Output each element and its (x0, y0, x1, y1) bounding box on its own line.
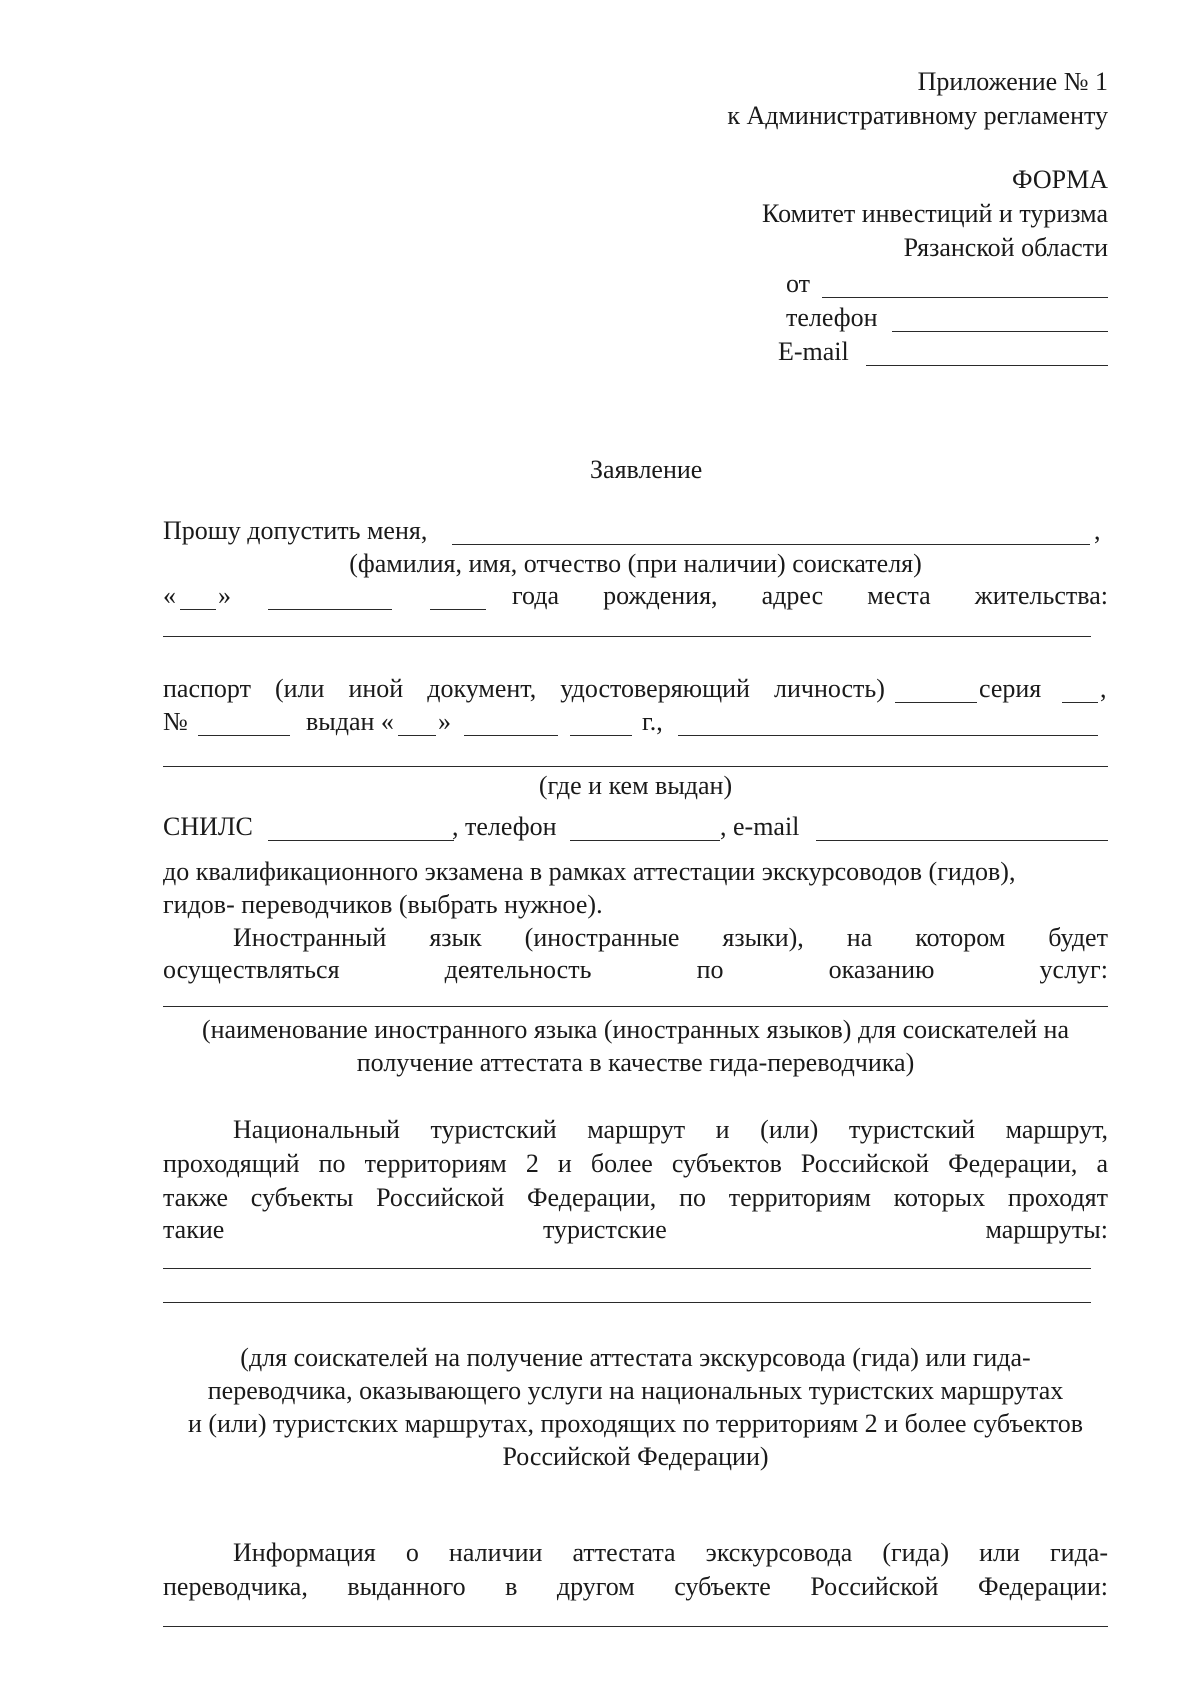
phone-field[interactable] (892, 331, 1108, 332)
issued-month-field[interactable] (464, 735, 558, 736)
word: удостоверяющий (560, 674, 750, 703)
issued-label: выдан « (306, 707, 394, 736)
language-field[interactable] (163, 1006, 1108, 1007)
word: осуществляться (163, 955, 340, 984)
word: года (512, 581, 560, 610)
route-line-4 (163, 1214, 1108, 1246)
issued-year-field[interactable] (570, 735, 632, 736)
passport-type-field[interactable] (895, 702, 977, 703)
word: выданного (347, 1572, 466, 1601)
route-caption-2: переводчика, оказывающего услуги на национальных туристских маршрутах (207, 1376, 1064, 1405)
issued-by-field-2[interactable] (163, 766, 1108, 767)
snils-label: СНИЛС (163, 812, 253, 841)
fio-field[interactable] (452, 544, 1090, 545)
region-label: Рязанской области (903, 233, 1108, 262)
route-caption-1: (для соискателей на получение аттестата экскурсовода (гида) или гида- (240, 1343, 1031, 1372)
birth-day-field[interactable] (180, 609, 216, 610)
appendix-label: Приложение № 1 (917, 67, 1108, 96)
word: Российской (810, 1572, 939, 1601)
word: Иностранный (233, 923, 387, 952)
route-line-2: проходящий по территориям 2 и более субъектов Российской Федерации, а (163, 1149, 1108, 1178)
route-line-1: Национальный туристский маршрут и (или) туристский маршрут, (233, 1115, 1108, 1144)
snils-field[interactable] (268, 840, 454, 841)
word: паспорт (163, 674, 251, 703)
word: язык (429, 923, 482, 952)
word: такие (163, 1215, 225, 1244)
exam-line-2: гидов- переводчиков (выбрать нужное). (163, 890, 603, 919)
from-field[interactable] (822, 297, 1108, 298)
birth-year-field[interactable] (430, 609, 486, 610)
passport-number-field[interactable] (198, 735, 290, 736)
year-suffix: г., (642, 707, 663, 736)
route-field-1[interactable] (163, 1268, 1091, 1269)
request-prefix: Прошу допустить меня, (163, 516, 428, 545)
number-sign: № (163, 707, 188, 736)
word: услуг: (1039, 955, 1108, 984)
word: деятельность (444, 955, 592, 984)
series-comma: , (1100, 674, 1107, 703)
passport-text (163, 673, 885, 705)
lang-line-1 (233, 922, 1108, 954)
word: Федерации: (977, 1572, 1108, 1601)
info-line-1: Информация о наличии аттестата экскурсовода (гида) или гида- (233, 1538, 1108, 1567)
email-field[interactable] (866, 365, 1108, 366)
word: на (846, 923, 873, 952)
info-line-2 (163, 1571, 1108, 1603)
word: субъекте (674, 1572, 771, 1601)
word: туристские (542, 1215, 667, 1244)
word: рождения, (603, 581, 718, 610)
snils-email-field[interactable] (816, 840, 1108, 841)
word: оказанию (828, 955, 935, 984)
word: будет (1048, 923, 1108, 952)
snils-phone-field[interactable] (570, 840, 720, 841)
request-comma: , (1094, 516, 1101, 545)
birth-day-close: » (218, 581, 231, 610)
exam-line-1: до квалификационного экзамена в рамках аттестации экскурсоводов (гидов), (163, 857, 1016, 886)
word: маршруты: (985, 1215, 1108, 1244)
email-label: E-mail (778, 337, 849, 366)
word: (иностранные (524, 923, 680, 952)
route-line-3: также субъекты Российской Федерации, по территориям которых проходят (163, 1183, 1108, 1212)
phone-label: телефон (786, 303, 878, 332)
series-field[interactable] (1062, 702, 1098, 703)
regulation-label: к Административному регламенту (727, 101, 1108, 130)
birth-day-open: « (163, 581, 176, 610)
certificate-info-field[interactable] (163, 1626, 1108, 1627)
birth-address-text (512, 580, 1108, 612)
word: личность) (773, 674, 885, 703)
issued-by-field[interactable] (678, 735, 1098, 736)
lang-line-2 (163, 954, 1108, 986)
route-caption-3: и (или) туристских маршрутах, проходящих по территориям 2 и более субъектов (187, 1409, 1084, 1438)
word: адрес (761, 581, 824, 610)
lang-caption-1: (наименование иностранного языка (иностранных языков) для соискателей на (201, 1015, 1069, 1044)
route-caption-4: Российской Федерации) (502, 1442, 769, 1471)
word: места (867, 581, 931, 610)
series-label: серия (979, 674, 1042, 703)
word: языки), (722, 923, 804, 952)
word: иной (348, 674, 404, 703)
word: документ, (427, 674, 537, 703)
word: котором (915, 923, 1006, 952)
word: другом (556, 1572, 635, 1601)
issued-caption: (где и кем выдан) (538, 771, 733, 800)
issued-day-field[interactable] (398, 735, 436, 736)
issued-close: » (438, 707, 451, 736)
lang-caption-2: получение аттестата в качестве гида-переводчика) (356, 1048, 915, 1077)
from-label: от (786, 269, 811, 298)
word: в (505, 1572, 518, 1601)
word: (или (274, 674, 325, 703)
word: жительства: (974, 581, 1108, 610)
snils-phone-label: , телефон (452, 812, 557, 841)
word: по (696, 955, 724, 984)
address-field[interactable] (163, 636, 1091, 637)
form-label: ФОРМА (1012, 165, 1108, 194)
birth-month-field[interactable] (268, 609, 392, 610)
document-title: Заявление (590, 455, 703, 484)
fio-caption: (фамилия, имя, отчество (при наличии) соискателя) (349, 549, 922, 578)
route-field-2[interactable] (163, 1302, 1091, 1303)
committee-label: Комитет инвестиций и туризма (762, 199, 1108, 228)
snils-email-label: , e-mail (720, 812, 800, 841)
word: переводчика, (163, 1572, 308, 1601)
